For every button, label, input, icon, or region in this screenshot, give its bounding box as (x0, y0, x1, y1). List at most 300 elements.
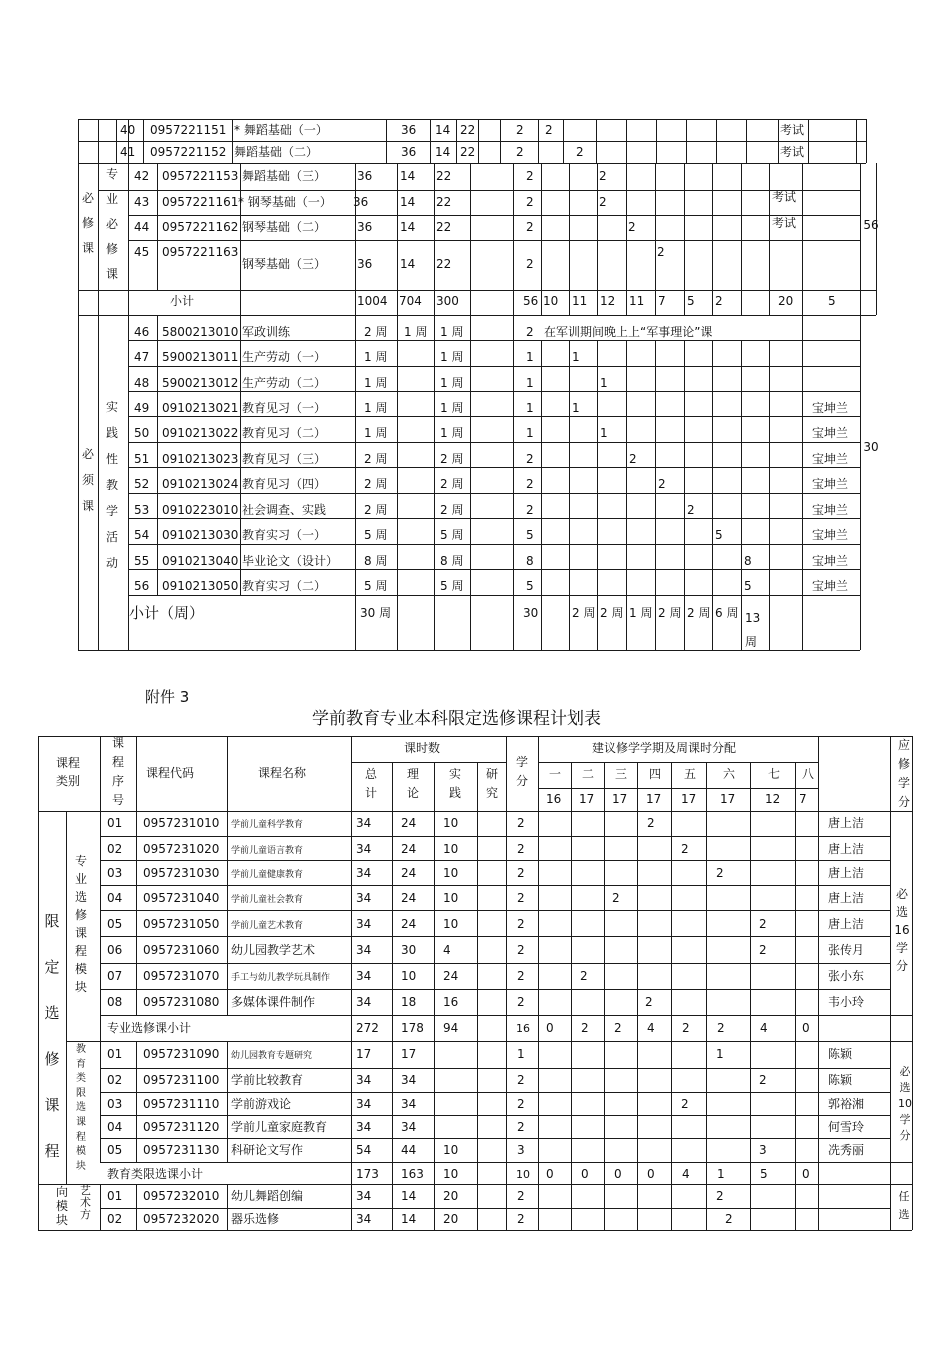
row-seq: 07 (107, 969, 123, 983)
row-teacher: 唐上洁 (828, 816, 865, 830)
subtotal-sem: 12 (600, 294, 616, 308)
row-code: 0910213050 (162, 579, 239, 593)
row-theory: 14 (401, 1189, 417, 1203)
row-code: 0957231130 (143, 1143, 220, 1157)
header-category: 课程类别 (55, 756, 80, 788)
row-code: 0957221162 (162, 220, 239, 234)
row-theory: 14 (401, 1212, 417, 1226)
row-name: 科研论文写作 (231, 1143, 304, 1157)
row-teacher: 唐上洁 (828, 891, 865, 905)
row-sem: 2 (629, 452, 637, 466)
row-total: 17 (356, 1047, 372, 1061)
row-credit: 1 (517, 1047, 525, 1061)
row-practice: 10 (443, 816, 459, 830)
row-code: 0957231070 (143, 969, 220, 983)
semester-weeks: 17 (646, 792, 662, 806)
row-code: 0957231110 (143, 1097, 220, 1111)
row-theory: 10 (401, 969, 417, 983)
row-credit: 2 (517, 917, 525, 931)
row-code: 0957231120 (143, 1120, 220, 1134)
row-total: 36 (401, 145, 417, 159)
row-theory: 14 (400, 195, 416, 209)
row-note: 在军训期间晚上上“军事理论”课 (544, 325, 713, 339)
module1-subtotal-sem: 0 (546, 1021, 554, 1035)
row-seq: 03 (107, 1097, 123, 1111)
module3-required: 任选 (898, 1190, 910, 1221)
row-teacher: 唐上洁 (828, 917, 865, 931)
row-theory: 44 (401, 1143, 417, 1157)
semester-weeks: 17 (612, 792, 628, 806)
row-credit: 1 (526, 350, 534, 364)
row-name: * 舞蹈基础（一） (234, 123, 328, 137)
practice-subtotal-sem: 2 周 (572, 606, 596, 620)
row-total: 54 (356, 1143, 372, 1157)
row-name: 教育见习（一） (242, 401, 327, 415)
row-total: 34 (356, 1120, 372, 1134)
header-total: 总计 (364, 767, 377, 800)
row-seq: 03 (107, 866, 123, 880)
row-code: 0957231040 (143, 891, 220, 905)
row-credit: 2 (526, 220, 534, 234)
row-sem: 8 (744, 554, 752, 568)
row-sem: 2 (681, 1097, 689, 1111)
row-total: 2 周 (364, 503, 388, 517)
row-sem: 1 (716, 1047, 724, 1061)
subtotal-sem: 2 (715, 294, 723, 308)
row-practice: 24 (443, 969, 459, 983)
row-code: 0957221153 (162, 169, 239, 183)
header-research: 研究 (485, 767, 498, 800)
side-practice-credit: 30 (863, 440, 879, 454)
semester-number: 五 (684, 767, 697, 781)
row-total: 34 (356, 1073, 372, 1087)
row-sem: 2 (759, 1073, 767, 1087)
row-teacher: 冼秀丽 (828, 1143, 865, 1157)
module1-subtotal-total: 272 (356, 1021, 379, 1035)
row-credit: 2 (526, 452, 534, 466)
row-sem: 5 (744, 579, 752, 593)
subtotal-total: 1004 (357, 294, 388, 308)
row-credit: 2 (517, 943, 525, 957)
row-code: 0910213040 (162, 554, 239, 568)
row-teacher: 唐上洁 (828, 842, 865, 856)
header-credit: 学分 (515, 755, 528, 788)
row-practice: 1 周 (440, 401, 464, 415)
row-total: 34 (356, 943, 372, 957)
semester-number: 六 (723, 767, 736, 781)
row-sem: 2 (599, 195, 607, 209)
semester-number: 四 (649, 767, 662, 781)
row-code: 0957232010 (143, 1189, 220, 1203)
row-credit: 5 (526, 579, 534, 593)
row-credit: 8 (526, 554, 534, 568)
row-code: 0910213030 (162, 528, 239, 542)
row-credit: 2 (526, 503, 534, 517)
module1-subtotal-sem: 2 (614, 1021, 622, 1035)
module1-subtotal-credit: 16 (516, 1022, 530, 1035)
row-sem: 1 (600, 376, 608, 390)
module2-subtotal-sem: 0 (614, 1167, 622, 1181)
row-total: 36 (401, 123, 417, 137)
row-practice: 2 周 (440, 503, 464, 517)
row-practice: 22 (436, 257, 452, 271)
row-sem: 2 (681, 842, 689, 856)
row-code: 0910213023 (162, 452, 239, 466)
module1-subtotal-sem: 2 (717, 1021, 725, 1035)
row-total: 34 (356, 1212, 372, 1226)
row-theory: 1 周 (404, 325, 428, 339)
row-practice: 1 周 (440, 426, 464, 440)
row-seq: 04 (107, 891, 123, 905)
row-name: 幼儿园教学艺术 (231, 943, 316, 957)
row-name: 舞蹈基础（二） (234, 145, 319, 159)
row-credit: 2 (517, 1189, 525, 1203)
row-code: 0957231030 (143, 866, 220, 880)
row-exam: 考试 (772, 216, 797, 230)
row-code: 0910213021 (162, 401, 239, 415)
row-sem: 2 (545, 123, 553, 137)
row-teacher: 张传月 (828, 943, 865, 957)
row-sem: 3 (759, 1143, 767, 1157)
row-no: 50 (134, 426, 150, 440)
row-exam: 考试 (772, 190, 797, 204)
row-credit: 2 (517, 891, 525, 905)
header-code: 课程代码 (146, 766, 195, 780)
row-name: * 钢琴基础（一） (238, 195, 332, 209)
module1-subtotal-sem: 0 (802, 1021, 810, 1035)
row-total: 34 (356, 866, 372, 880)
row-total: 34 (356, 816, 372, 830)
row-teacher: 宝坤兰 (812, 477, 849, 491)
row-teacher: 宝坤兰 (812, 579, 849, 593)
row-credit: 3 (517, 1143, 525, 1157)
row-name: 学前儿童家庭教育 (231, 1120, 328, 1134)
module2-required: 必选10学分 (898, 1065, 912, 1142)
row-credit: 1 (526, 376, 534, 390)
practice-subtotal-total: 30 周 (360, 606, 392, 620)
module1-subtotal-label: 专业选修课小计 (107, 1021, 192, 1035)
row-practice: 1 周 (440, 325, 464, 339)
row-credit: 2 (517, 1097, 525, 1111)
row-theory: 14 (400, 220, 416, 234)
row-credit: 2 (517, 1212, 525, 1226)
semester-number: 二 (582, 767, 595, 781)
row-seq: 05 (107, 1143, 123, 1157)
row-code: 0957231010 (143, 816, 220, 830)
practice-subtotal-sem: 2 周 (687, 606, 711, 620)
module2-subtotal-sem: 5 (760, 1167, 768, 1181)
row-practice: 10 (443, 917, 459, 931)
row-total: 2 周 (364, 477, 388, 491)
row-no: 43 (134, 195, 150, 209)
row-code: 0957231020 (143, 842, 220, 856)
module2-subtotal-sem: 0 (546, 1167, 554, 1181)
row-practice: 1 周 (440, 376, 464, 390)
row-name: 学前游戏论 (231, 1097, 292, 1111)
row-sem: 2 (658, 477, 666, 491)
row-practice: 22 (436, 220, 452, 234)
row-teacher: 宝坤兰 (812, 528, 849, 542)
header-seq: 课程序号 (111, 736, 124, 807)
row-seq: 01 (107, 816, 123, 830)
row-code: 0957231060 (143, 943, 220, 957)
row-no: 44 (134, 220, 150, 234)
semester-number: 八 (802, 767, 815, 781)
row-credit: 1 (526, 401, 534, 415)
row-code: 0957221152 (150, 145, 227, 159)
row-theory: 24 (401, 866, 417, 880)
row-practice: 22 (436, 169, 452, 183)
row-sem: 5 (715, 528, 723, 542)
module2-subtotal-theory: 163 (401, 1167, 424, 1181)
row-teacher: 何雪玲 (828, 1120, 865, 1134)
row-name: 钢琴基础（二） (242, 220, 327, 234)
row-teacher: 宝坤兰 (812, 401, 849, 415)
row-sem: 2 (687, 503, 695, 517)
row-no: 46 (134, 325, 150, 339)
row-theory: 14 (435, 145, 451, 159)
row-no: 48 (134, 376, 150, 390)
row-credit: 2 (526, 477, 534, 491)
row-name: 幼儿舞蹈创编 (231, 1189, 304, 1203)
row-name: 学前儿童科学教育 (231, 820, 304, 830)
subtotal-practice: 300 (436, 294, 459, 308)
subtotal-label: 小计 (170, 294, 195, 308)
row-sem: 2 (580, 969, 588, 983)
row-sem: 2 (628, 220, 636, 234)
row-seq: 08 (107, 995, 123, 1009)
header-hours: 课时数 (404, 741, 441, 755)
row-credit: 2 (517, 1120, 525, 1134)
row-total: 34 (356, 995, 372, 1009)
row-total: 1 周 (364, 426, 388, 440)
row-seq: 01 (107, 1189, 123, 1203)
row-sem: 2 (716, 1189, 724, 1203)
row-theory: 18 (401, 995, 417, 1009)
side-credit-total: 56 (863, 218, 879, 232)
row-practice: 16 (443, 995, 459, 1009)
header-theory: 理论 (406, 767, 419, 800)
header-name: 课程名称 (258, 766, 307, 780)
row-name: 幼儿园教育专题研究 (231, 1051, 313, 1061)
row-seq: 02 (107, 1212, 123, 1226)
row-teacher: 唐上洁 (828, 866, 865, 880)
subtotal-sem: 10 (543, 294, 559, 308)
semester-weeks: 7 (799, 792, 807, 806)
module1-subtotal-theory: 178 (401, 1021, 424, 1035)
semester-number: 三 (615, 767, 628, 781)
row-teacher: 宝坤兰 (812, 503, 849, 517)
row-sem: 1 (572, 401, 580, 415)
row-sem: 2 (576, 145, 584, 159)
row-total: 34 (356, 891, 372, 905)
row-name: 学前儿童健康教育 (231, 870, 304, 880)
row-code: 5900213011 (162, 350, 239, 364)
row-credit: 2 (516, 123, 524, 137)
row-credit: 5 (526, 528, 534, 542)
practice-subtotal-sem: 1 周 (629, 606, 653, 620)
row-name: 教育见习（二） (242, 426, 327, 440)
row-total: 2 周 (364, 325, 388, 339)
row-sem: 1 (572, 350, 580, 364)
row-name: 舞蹈基础（三） (242, 169, 327, 183)
row-teacher: 宝坤兰 (812, 426, 849, 440)
row-total: 34 (356, 1097, 372, 1111)
row-practice: 20 (443, 1212, 459, 1226)
row-total: 5 周 (364, 579, 388, 593)
module1-subtotal-sem: 2 (581, 1021, 589, 1035)
row-practice: 20 (443, 1189, 459, 1203)
row-total: 5 周 (364, 528, 388, 542)
row-sem: 1 (600, 426, 608, 440)
practice-subtotal-sem: 2 周 (658, 606, 682, 620)
row-exam: 考试 (780, 123, 805, 137)
module2-subtotal-sem: 1 (717, 1167, 725, 1181)
row-no: 53 (134, 503, 150, 517)
row-no: 41 (120, 145, 136, 159)
module1-label: 专业选修课程模块 (74, 854, 87, 994)
practice-subtotal-credit: 30 (523, 606, 539, 620)
row-theory: 30 (401, 943, 417, 957)
category-major-required-label: 专业必修课 (105, 167, 118, 281)
semester-weeks: 17 (579, 792, 595, 806)
row-sem: 2 (647, 816, 655, 830)
row-code: 5900213012 (162, 376, 239, 390)
row-total: 1 周 (364, 376, 388, 390)
module3-label-b: 向模块 (56, 1185, 69, 1227)
row-credit: 2 (517, 969, 525, 983)
module1-subtotal-practice: 94 (443, 1021, 459, 1035)
row-practice: 10 (443, 842, 459, 856)
row-theory: 24 (401, 917, 417, 931)
row-no: 47 (134, 350, 150, 364)
row-credit: 2 (517, 866, 525, 880)
group-label: 限定选修课程 (44, 912, 60, 1160)
row-sem: 2 (759, 917, 767, 931)
practice-subtotal-sem: 13 周 (745, 611, 761, 649)
row-sem: 2 (645, 995, 653, 1009)
row-theory: 14 (435, 123, 451, 137)
row-credit: 2 (526, 257, 534, 271)
module2-label: 教育类限选课程模块 (76, 1044, 86, 1172)
row-practice: 22 (460, 123, 476, 137)
subtotal-sem: 7 (658, 294, 666, 308)
row-name: 多媒体课件制作 (231, 995, 316, 1009)
row-total: 2 周 (364, 452, 388, 466)
row-name: 生产劳动（一） (242, 350, 327, 364)
row-total: 36 (357, 169, 373, 183)
row-name: 教育实习（二） (242, 579, 327, 593)
row-seq: 02 (107, 842, 123, 856)
row-code: 0957231100 (143, 1073, 220, 1087)
semester-weeks: 17 (720, 792, 736, 806)
row-teacher: 宝坤兰 (812, 554, 849, 568)
module3-label-a: 艺术方 (80, 1184, 91, 1221)
row-practice: 2 周 (440, 452, 464, 466)
module2-subtotal-label: 教育类限选课小计 (107, 1167, 204, 1181)
row-name: 器乐选修 (231, 1212, 280, 1226)
row-code: 0910213024 (162, 477, 239, 491)
row-practice: 22 (436, 195, 452, 209)
module2-subtotal-total: 173 (356, 1167, 379, 1181)
row-practice: 10 (443, 1143, 459, 1157)
row-name: 教育实习（一） (242, 528, 327, 542)
row-name: 学前儿童社会教育 (231, 895, 304, 905)
row-code: 0957231050 (143, 917, 220, 931)
row-practice: 1 周 (440, 350, 464, 364)
row-name: 毕业论文（设计） (242, 554, 339, 568)
row-code: 0957221151 (150, 123, 227, 137)
header-practice: 实践 (448, 767, 461, 800)
row-theory: 34 (401, 1120, 417, 1134)
row-total: 1 周 (364, 350, 388, 364)
row-theory: 24 (401, 891, 417, 905)
row-total: 36 (357, 257, 373, 271)
row-code: 5800213010 (162, 325, 239, 339)
row-total: 36 (357, 220, 373, 234)
row-teacher: 张小东 (828, 969, 865, 983)
row-practice: 22 (460, 145, 476, 159)
row-no: 45 (134, 245, 150, 259)
semester-number: 七 (768, 767, 781, 781)
row-total: 34 (356, 1189, 372, 1203)
subtotal-exam: 20 (778, 294, 794, 308)
row-code: 0957221161 (162, 195, 239, 209)
row-practice: 5 周 (440, 528, 464, 542)
practice-subtotal-label: 小计（周） (129, 604, 205, 622)
row-no: 49 (134, 401, 150, 415)
semester-weeks: 12 (765, 792, 781, 806)
row-seq: 06 (107, 943, 123, 957)
row-theory: 34 (401, 1097, 417, 1111)
row-name: 手工与幼儿教学玩具制作 (231, 973, 331, 983)
subtotal-sem: 5 (687, 294, 695, 308)
row-name: 学前儿童艺术教育 (231, 921, 304, 931)
module1-subtotal-sem: 4 (647, 1021, 655, 1035)
row-practice: 5 周 (440, 579, 464, 593)
row-name: 生产劳动（二） (242, 376, 327, 390)
row-seq: 05 (107, 917, 123, 931)
practice-subtotal-sem: 2 周 (600, 606, 624, 620)
row-theory: 14 (400, 169, 416, 183)
row-code: 0957232020 (143, 1212, 220, 1226)
module1-subtotal-sem: 4 (760, 1021, 768, 1035)
row-credit: 2 (526, 195, 534, 209)
row-theory: 34 (401, 1073, 417, 1087)
row-credit: 2 (517, 816, 525, 830)
row-theory: 24 (401, 816, 417, 830)
row-theory: 14 (400, 257, 416, 271)
module2-subtotal-sem: 4 (682, 1167, 690, 1181)
module1-subtotal-sem: 2 (682, 1021, 690, 1035)
category-required-label: 必修课 (81, 191, 94, 255)
row-name: 军政训练 (242, 325, 291, 339)
header-required: 应修学分 (897, 738, 910, 809)
practice-subtotal-sem: 6 周 (715, 606, 739, 620)
row-code: 0910223010 (162, 503, 239, 517)
module2-subtotal-practice: 10 (443, 1167, 459, 1181)
subtotal-theory: 704 (399, 294, 422, 308)
row-theory: 17 (401, 1047, 417, 1061)
row-credit: 2 (526, 169, 534, 183)
row-practice: 10 (443, 866, 459, 880)
row-credit: 2 (526, 325, 534, 339)
row-name: 教育见习（三） (242, 452, 327, 466)
row-total: 34 (356, 917, 372, 931)
page-title: 学前教育专业本科限定选修课程计划表 (312, 709, 601, 729)
row-exam: 考试 (780, 145, 805, 159)
subtotal-credit: 56 (523, 294, 539, 308)
